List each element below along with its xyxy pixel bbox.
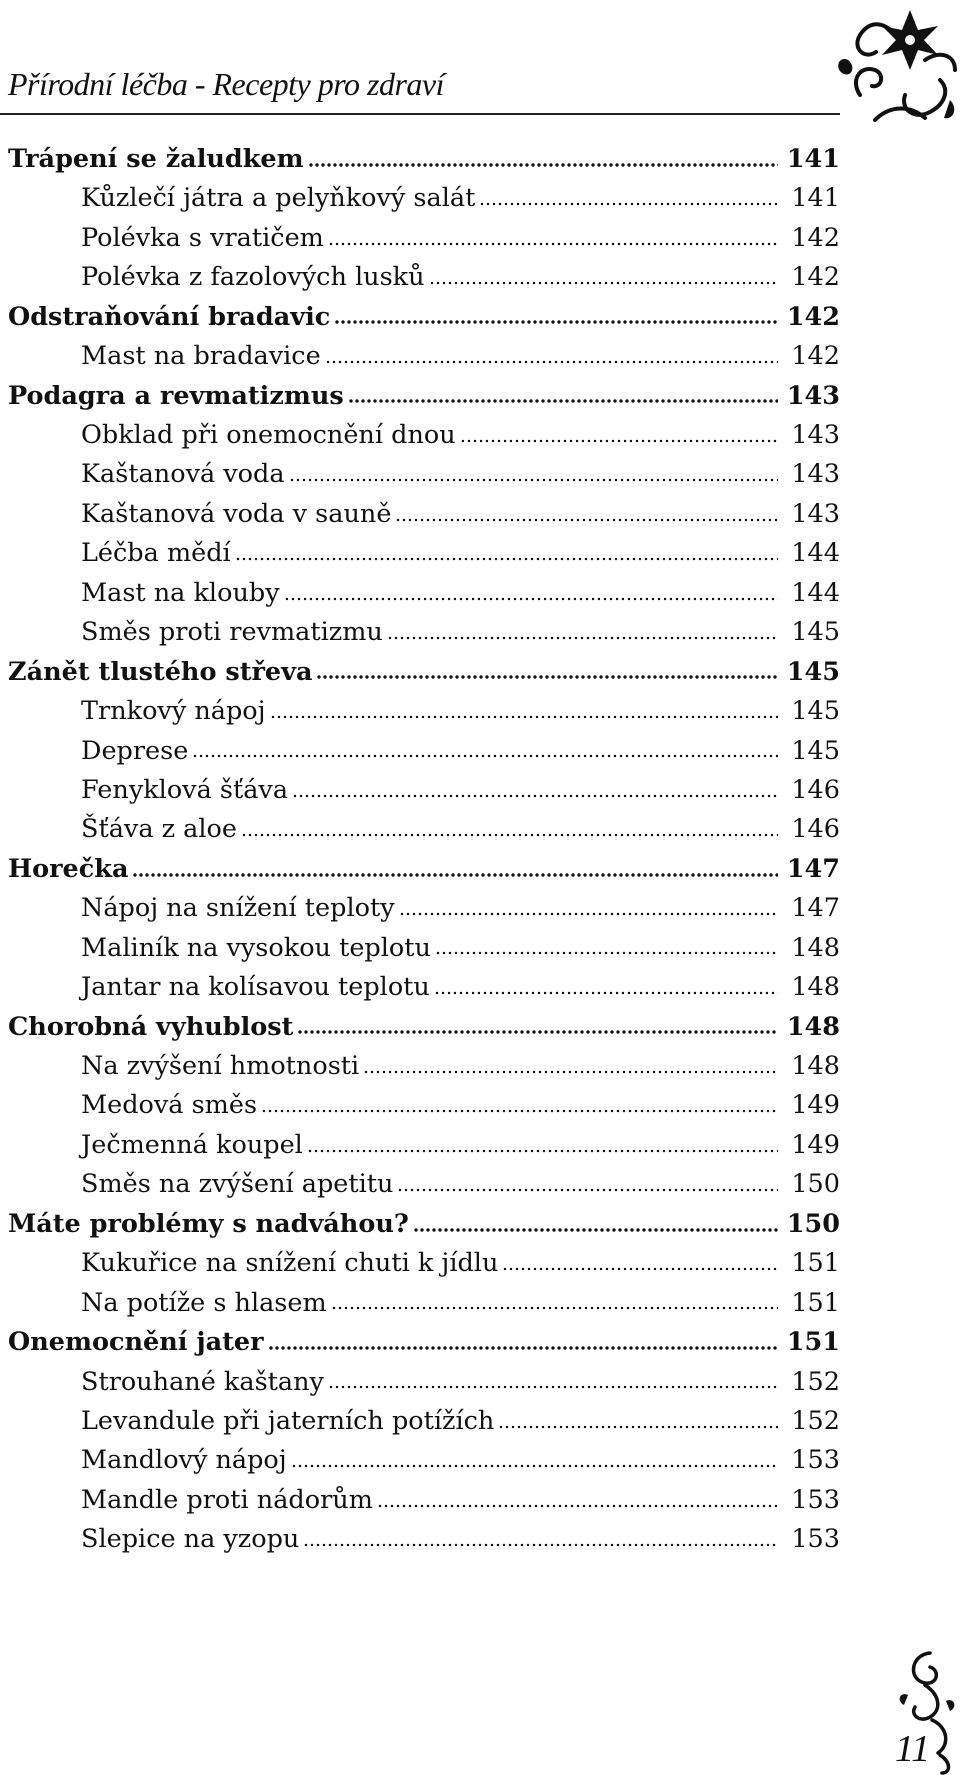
toc-entry-page-number: 149 — [791, 1129, 840, 1160]
toc-section-entry — [0, 1205, 840, 1244]
toc-subentry — [0, 179, 840, 218]
toc-entry-page-number: 152 — [791, 1405, 840, 1436]
toc-section-entry — [0, 298, 840, 337]
toc-subentry — [0, 1244, 840, 1283]
dot-leader — [460, 439, 778, 443]
header-divider — [0, 113, 840, 115]
toc-entry-title: Onemocnění jater — [8, 1327, 264, 1358]
toc-section-entry — [0, 1323, 840, 1362]
toc-entry-page-number: 153 — [791, 1524, 840, 1555]
toc-subentry — [0, 1402, 840, 1441]
toc-subentry — [0, 1441, 840, 1480]
toc-subentry — [0, 1481, 840, 1520]
toc-entry-page-number: 151 — [791, 1248, 840, 1279]
toc-entry-page-number: 142 — [791, 341, 840, 372]
toc-subentry — [0, 771, 840, 810]
toc-entry-title: Kůzlečí játra a pelyňkový salát — [81, 183, 476, 214]
toc-subentry — [0, 416, 840, 455]
toc-subentry — [0, 456, 840, 495]
toc-entry-title: Horečka — [8, 853, 129, 884]
dot-leader — [289, 478, 778, 482]
toc-entry-page-number: 151 — [791, 1287, 840, 1318]
toc-section-entry — [0, 377, 840, 416]
toc-entry-page-number: 145 — [786, 656, 840, 687]
toc-entry-page-number: 142 — [786, 301, 840, 332]
toc-section-entry — [0, 140, 840, 179]
toc-subentry — [0, 1284, 840, 1323]
dot-leader — [434, 991, 778, 995]
dot-leader — [498, 1425, 778, 1429]
running-header-title: Přírodní léčba - Recepty pro zdraví — [8, 66, 445, 102]
toc-entry-title: Mast na bradavice — [81, 341, 321, 372]
toc-entry-page-number: 148 — [786, 1011, 840, 1042]
toc-entry-title: Trápení se žaludkem — [8, 143, 304, 174]
toc-entry-page-number: 144 — [791, 577, 840, 608]
toc-entry-page-number: 148 — [791, 932, 840, 963]
toc-entry-page-number: 142 — [791, 262, 840, 293]
toc-entry-title: Na zvýšení hmotnosti — [81, 1051, 360, 1082]
toc-entry-title: Levandule při jaterních potížích — [81, 1405, 495, 1436]
toc-subentry — [0, 1126, 840, 1165]
toc-section-entry — [0, 850, 840, 889]
toc-entry-title: Maliník na vysokou teplotu — [81, 932, 431, 963]
toc-entry-page-number: 143 — [791, 498, 840, 529]
toc-subentry — [0, 732, 840, 771]
dot-leader — [284, 597, 778, 601]
toc-subentry — [0, 613, 840, 652]
toc-subentry — [0, 1087, 840, 1126]
toc-entry-page-number: 151 — [786, 1327, 840, 1358]
dot-leader — [235, 557, 778, 561]
dot-leader — [325, 360, 778, 364]
toc-entry-page-number: 143 — [791, 459, 840, 490]
toc-entry-title: Strouhané kaštany — [81, 1366, 324, 1397]
toc-entry-page-number: 145 — [791, 617, 840, 648]
dot-leader — [303, 1543, 778, 1547]
dot-leader — [316, 675, 778, 679]
toc-section-entry — [0, 653, 840, 692]
toc-entry-page-number: 141 — [791, 183, 840, 214]
toc-entry-title: Jantar na kolísavou teplotu — [81, 972, 430, 1003]
toc-entry-title: Směs proti revmatizmu — [81, 617, 383, 648]
dot-leader — [502, 1267, 778, 1271]
toc-entry-title: Ječmenná koupel — [81, 1129, 303, 1160]
toc-entry-page-number: 141 — [786, 143, 840, 174]
dot-leader — [331, 1306, 778, 1310]
toc-entry-page-number: 144 — [791, 538, 840, 569]
toc-entry-page-number: 149 — [791, 1090, 840, 1121]
toc-entry-title: Trnkový nápoj — [81, 696, 266, 727]
toc-entry-page-number: 148 — [791, 972, 840, 1003]
table-of-contents — [0, 140, 840, 1560]
dot-leader — [307, 1149, 778, 1153]
toc-section-entry — [0, 1008, 840, 1047]
dot-leader — [192, 754, 778, 758]
dot-leader — [413, 1228, 778, 1232]
toc-subentry — [0, 1165, 840, 1204]
toc-subentry — [0, 810, 840, 849]
toc-entry-title: Slepice na yzopu — [81, 1524, 300, 1555]
dot-leader — [334, 320, 778, 324]
toc-entry-title: Šťáva z aloe — [81, 814, 237, 845]
toc-entry-title: Chorobná vyhublost — [8, 1011, 294, 1042]
dot-leader — [308, 163, 778, 167]
toc-entry-title: Mast na klouby — [81, 577, 280, 608]
toc-entry-title: Deprese — [81, 735, 189, 766]
page-number: 11 — [895, 1728, 931, 1770]
toc-entry-page-number: 152 — [791, 1366, 840, 1397]
toc-entry-title: Odstraňování bradavic — [8, 301, 331, 332]
dot-leader — [328, 242, 778, 246]
toc-entry-title: Kukuřice na snížení chuti k jídlu — [81, 1248, 499, 1279]
toc-entry-title: Polévka z fazolových lusků — [81, 262, 425, 293]
dot-leader — [241, 833, 778, 837]
toc-entry-title: Máte problémy s nadváhou? — [8, 1208, 409, 1239]
dot-leader — [479, 202, 778, 206]
toc-entry-page-number: 145 — [791, 696, 840, 727]
toc-entry-page-number: 153 — [791, 1484, 840, 1515]
dot-leader — [291, 1464, 778, 1468]
toc-subentry — [0, 692, 840, 731]
dot-leader — [268, 1346, 778, 1350]
toc-entry-title: Fenyklová šťáva — [81, 774, 289, 805]
dot-leader — [292, 794, 778, 798]
toc-entry-page-number: 147 — [786, 853, 840, 884]
toc-entry-page-number: 146 — [791, 774, 840, 805]
toc-entry-title: Nápoj na snížení teploty — [81, 893, 395, 924]
toc-subentry — [0, 889, 840, 928]
toc-entry-page-number: 143 — [786, 380, 840, 411]
dot-leader — [328, 1385, 778, 1389]
toc-entry-page-number: 147 — [791, 893, 840, 924]
dot-leader — [387, 636, 778, 640]
floral-corner-ornament-icon — [830, 0, 960, 125]
toc-entry-title: Polévka s vratičem — [81, 222, 324, 253]
toc-subentry — [0, 219, 840, 258]
toc-entry-title: Kaštanová voda v sauně — [81, 498, 392, 529]
toc-subentry — [0, 968, 840, 1007]
dot-leader — [395, 518, 778, 522]
toc-entry-page-number: 146 — [791, 814, 840, 845]
toc-subentry — [0, 258, 840, 297]
dot-leader — [397, 1188, 778, 1192]
toc-entry-page-number: 142 — [791, 222, 840, 253]
dot-leader — [399, 912, 778, 916]
dot-leader — [297, 1030, 778, 1034]
toc-subentry — [0, 495, 840, 534]
toc-subentry — [0, 337, 840, 376]
toc-subentry — [0, 534, 840, 573]
dot-leader — [377, 1504, 778, 1508]
toc-entry-page-number: 150 — [786, 1208, 840, 1239]
toc-entry-title: Podagra a revmatizmus — [8, 380, 344, 411]
toc-entry-title: Zánět tlustého střeva — [8, 656, 313, 687]
toc-entry-title: Mandle proti nádorům — [81, 1484, 373, 1515]
toc-entry-title: Kaštanová voda — [81, 459, 285, 490]
dot-leader — [435, 951, 778, 955]
toc-entry-page-number: 145 — [791, 735, 840, 766]
toc-entry-title: Na potíže s hlasem — [81, 1287, 327, 1318]
toc-subentry — [0, 1363, 840, 1402]
toc-entry-title: Mandlový nápoj — [81, 1445, 287, 1476]
toc-subentry — [0, 929, 840, 968]
toc-entry-title: Medová směs — [81, 1090, 258, 1121]
toc-entry-title: Obklad při onemocnění dnou — [81, 420, 456, 451]
toc-entry-page-number: 143 — [791, 420, 840, 451]
dot-leader — [429, 281, 778, 285]
dot-leader — [132, 873, 778, 877]
toc-subentry — [0, 1047, 840, 1086]
dot-leader — [363, 1070, 778, 1074]
dot-leader — [270, 715, 778, 719]
toc-entry-title: Léčba mědí — [81, 538, 231, 569]
toc-entry-page-number: 150 — [791, 1169, 840, 1200]
toc-subentry — [0, 1520, 840, 1559]
dot-leader — [261, 1109, 778, 1113]
dot-leader — [348, 399, 778, 403]
toc-entry-page-number: 148 — [791, 1051, 840, 1082]
toc-entry-title: Směs na zvýšení apetitu — [81, 1169, 394, 1200]
toc-entry-page-number: 153 — [791, 1445, 840, 1476]
toc-subentry — [0, 574, 840, 613]
